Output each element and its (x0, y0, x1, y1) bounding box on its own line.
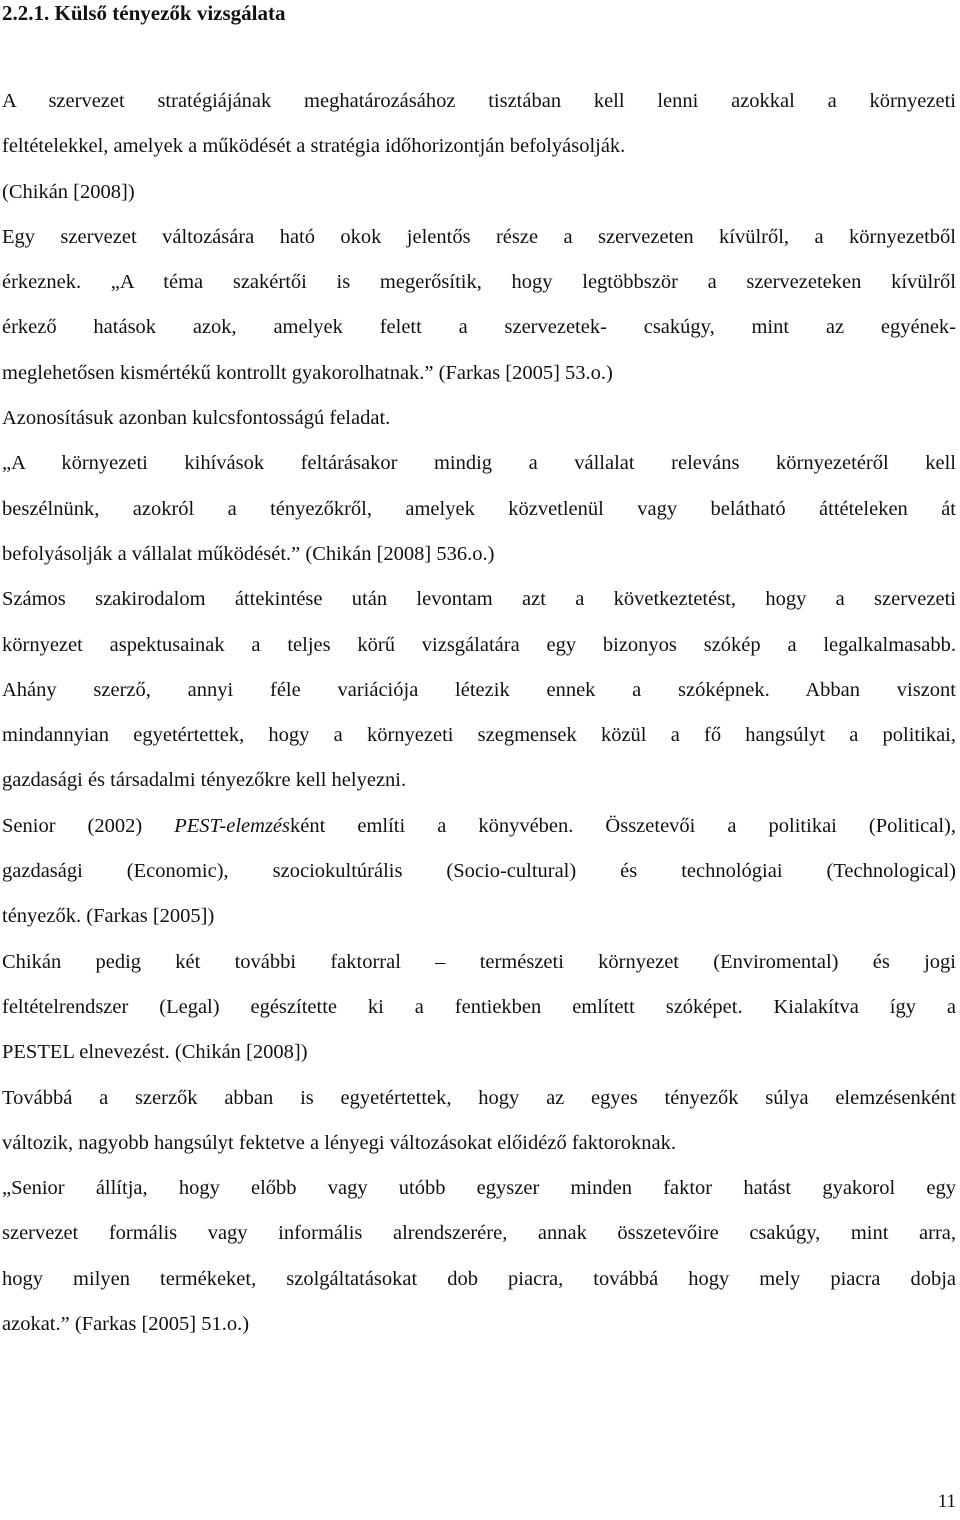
text-line: feltételrendszer (Legal) egészítette ki a fentiekben említett szóképet. Kialakítva így a (2, 995, 956, 1018)
quote-line: szervezet formális vagy informális alrendszerére, annak összetevőire csakúgy, mint arra, (2, 1222, 956, 1245)
text-line: érkező hatások azok, amelyek felett a szervezetek- csakúgy, mint az egyének- (2, 316, 956, 339)
text-line: Chikán pedig két további faktorral – természeti környezet (Enviromental) és jogi (2, 950, 956, 973)
text-run: Senior (2002) (2, 814, 175, 837)
text-line: érkeznek. „A téma szakértői is megerősítik, hogy legtöbbször a szervezeteken kívülről (2, 271, 956, 294)
text-line: gazdasági és társadalmi tényezőkre kell helyezni. (2, 769, 407, 792)
text-line (2, 804, 956, 849)
quote-line: „Senior állítja, hogy előbb vagy utóbb egyszer minden faktor hatást gyakorol egy (2, 1177, 956, 1200)
text-line: tényezők. (Farkas [2005]) (2, 905, 215, 928)
text-line: mindannyian egyetértettek, hogy a környezeti szegmensek közül a fő hangsúlyt a politikai, (2, 724, 956, 747)
text-line: környezet aspektusainak a teljes körű vizsgálatára egy bizonyos szókép a legalkalmasabb. (2, 633, 956, 656)
text-line: Számos szakirodalom áttekintése után levontam azt a következtetést, hogy a szervezeti (2, 588, 956, 611)
text-line: Ahány szerző, annyi féle variációja létezik ennek a szóképnek. Abban viszont (2, 678, 956, 701)
page-number: 11 (937, 1491, 956, 1512)
text-line: A szervezet stratégiájának meghatározásához tisztában kell lenni azokkal a környezeti (2, 90, 956, 112)
citation-line: (Chikán [2008]) (2, 180, 135, 203)
text-line: Azonosításuk azonban kulcsfontosságú feladat. (2, 407, 391, 430)
quote-line: befolyásolják a vállalat működését.” (Chikán [2008] 536.o.) (2, 542, 495, 565)
text-line: PESTEL elnevezést. (Chikán [2008]) (2, 1041, 308, 1064)
body-text (2, 79, 956, 1347)
text-line: Továbbá a szerzők abban is egyetértettek, hogy az egyes tényezők súlya elemzésenként (2, 1086, 956, 1109)
text-line: meglehetősen kismértékű kontrollt gyakorolhatnak.” (Farkas [2005] 53.o.) (2, 361, 613, 384)
text-line: Egy szervezet változására ható okok jelentős része a szervezeten kívülről, a környezetből (2, 225, 956, 248)
text-line: változik, nagyobb hangsúlyt fektetve a lényegi változásokat előidéző faktoroknak. (2, 1131, 676, 1154)
text-line: gazdasági (Economic), szociokultúrális (Socio-cultural) és technológiai (Technological) (2, 860, 956, 883)
quote-line: beszélnünk, azokról a tényezőkről, amelyek közvetlenül vagy belátható áttételeken át (2, 497, 956, 520)
text-run: ként említi a könyvében. Összetevői a politikai (Political), (290, 814, 956, 837)
quote-line: „A környezeti kihívások feltárásakor mindig a vállalat releváns környezetéről kell (2, 452, 956, 475)
quote-line: hogy milyen termékeket, szolgáltatásokat dob piacra, továbbá hogy mely piacra dobja (2, 1267, 956, 1290)
italic-term: PEST-elemzés (174, 814, 291, 837)
text-line: feltételekkel, amelyek a működését a stratégia időhorizontján befolyásolják. (2, 135, 626, 158)
section-heading: 2.2.1. Külső tényezők vizsgálata (2, 1, 286, 25)
quote-line: azokat.” (Farkas [2005] 51.o.) (2, 1313, 250, 1336)
